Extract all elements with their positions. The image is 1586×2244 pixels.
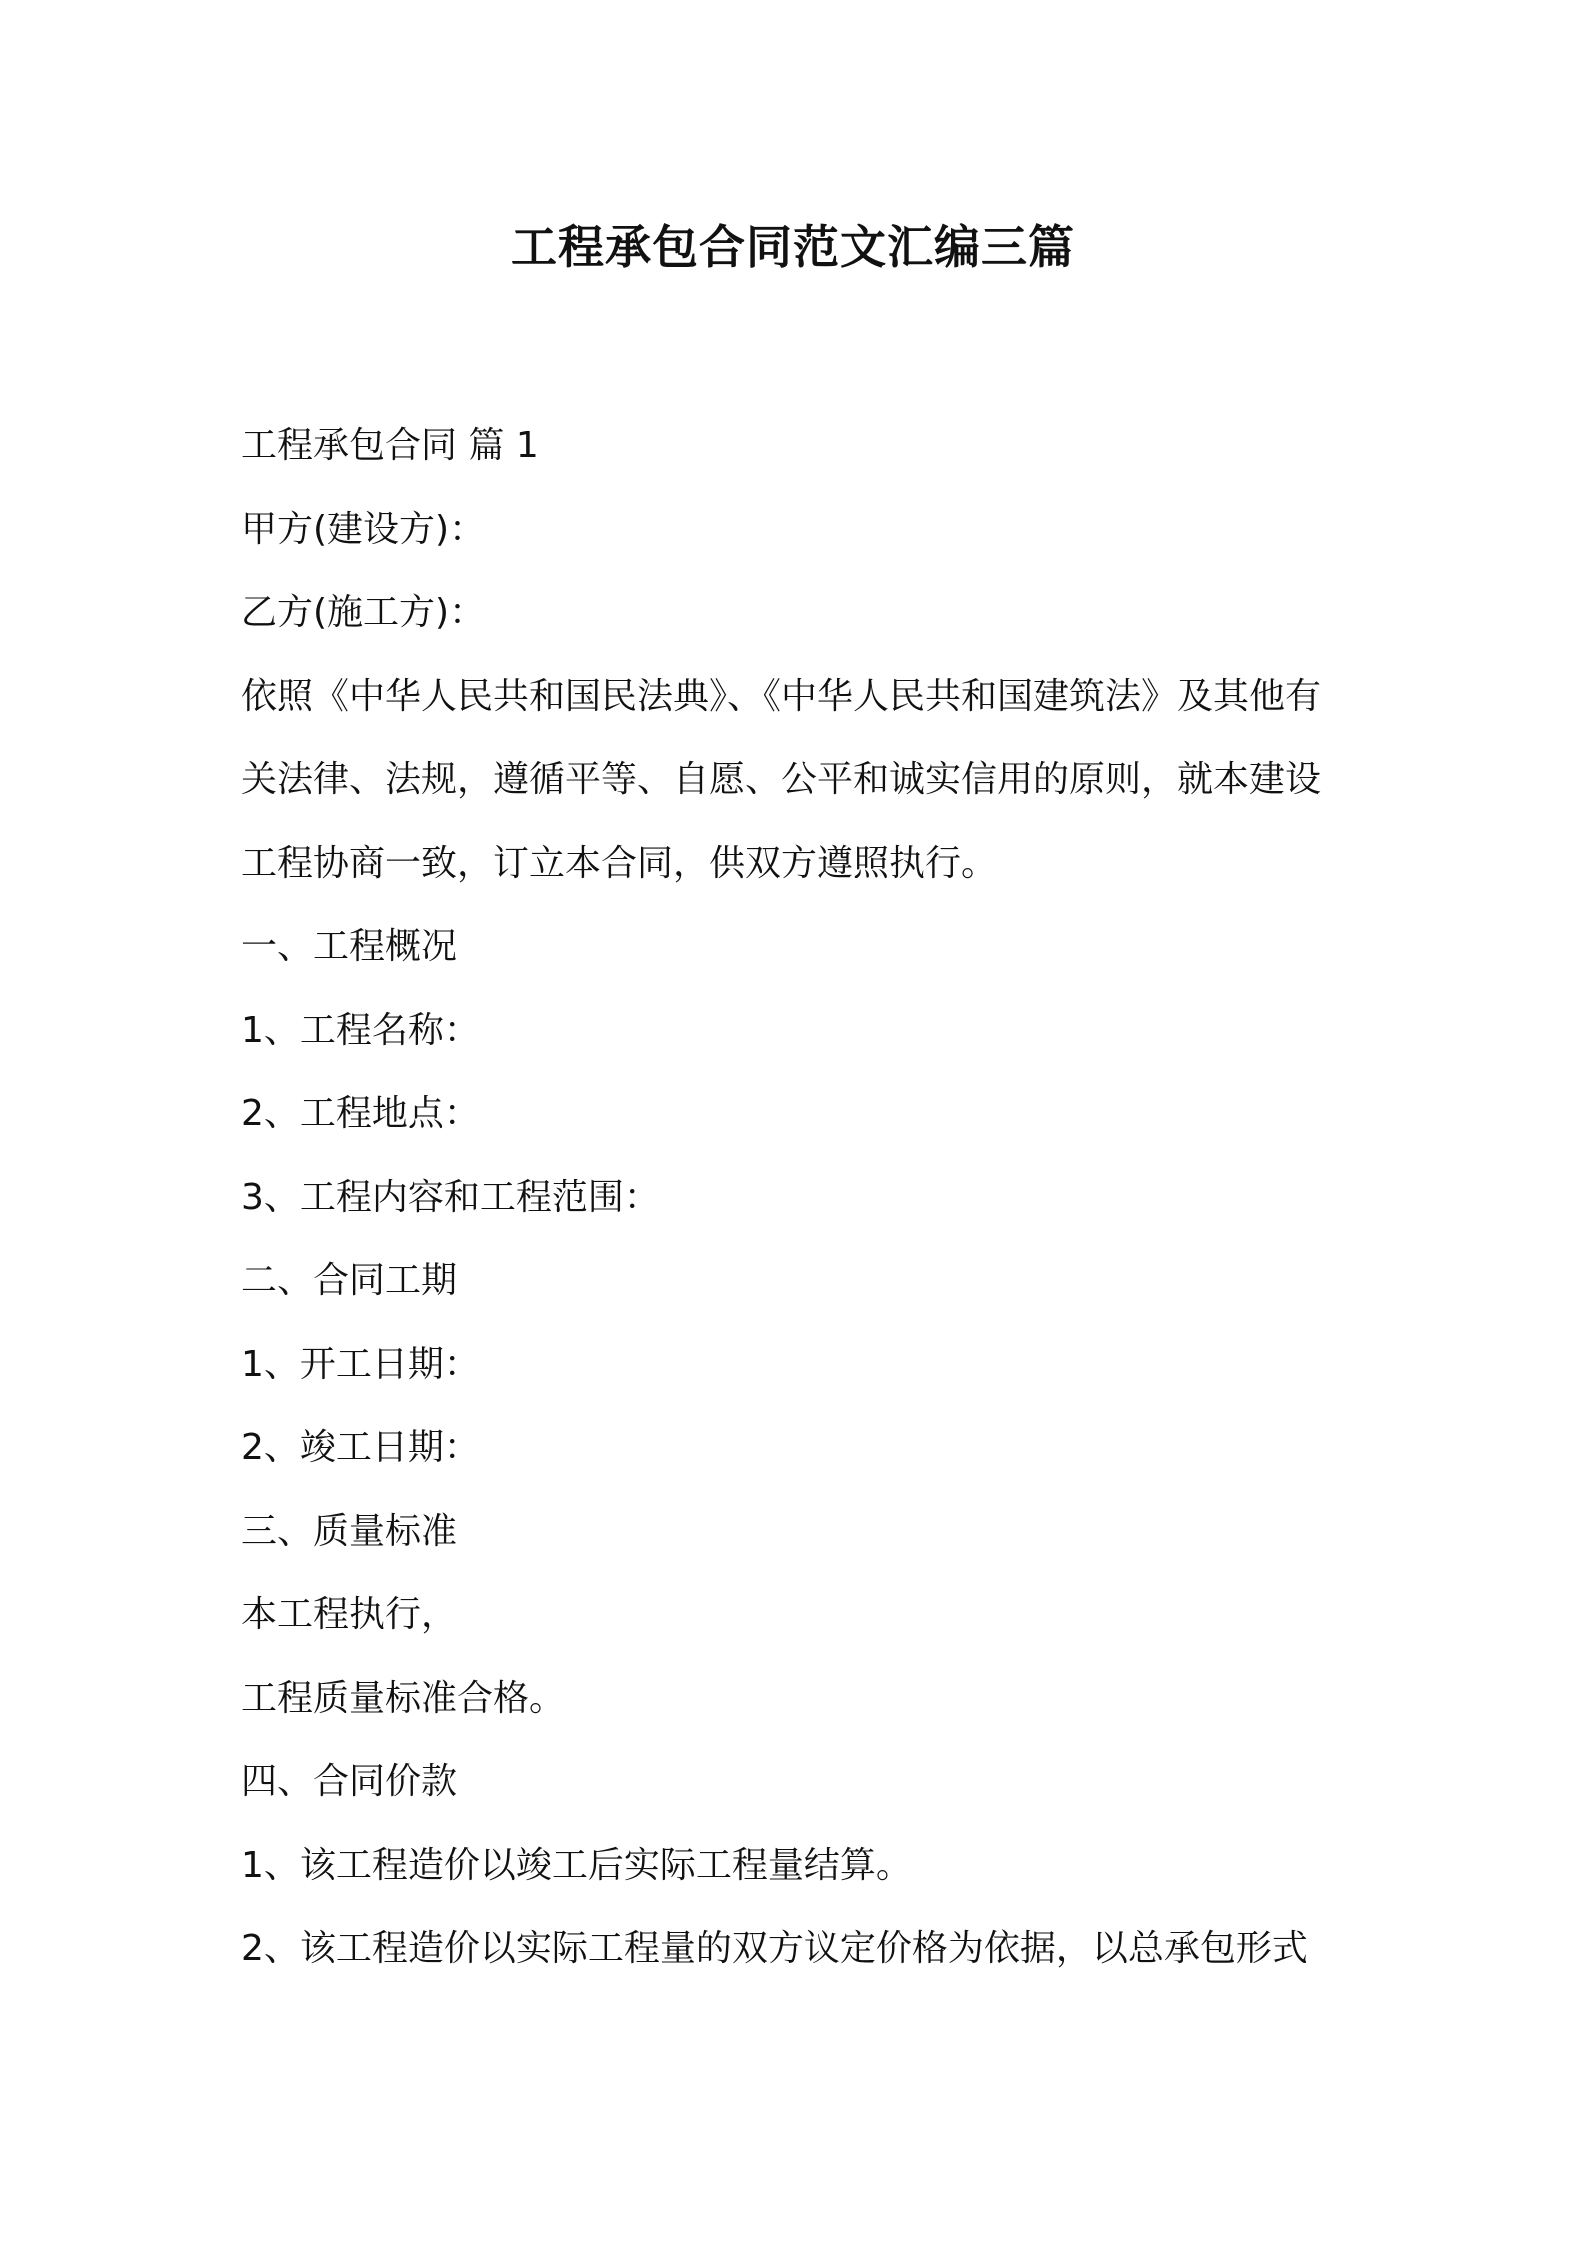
section-heading-overview: 一、工程概况	[241, 926, 458, 967]
clause-item: 3、工程内容和工程范围：	[241, 1176, 660, 1218]
document-title: 工程承包合同范文汇编三篇	[511, 220, 1075, 274]
clause-item: 1、工程名称：	[241, 1009, 480, 1051]
section-heading-part-1: 工程承包合同 篇 1	[241, 425, 539, 466]
party-b-line: 乙方(施工方)：	[241, 592, 486, 633]
clause-item: 2、工程地点：	[241, 1093, 480, 1134]
clause-item: 1、该工程造价以竣工后实际工程量结算。	[241, 1844, 912, 1886]
document-body	[241, 404, 1361, 1991]
preamble-line: 依照《中华人民共和国民法典》、《中华人民共和国建筑法》及其他有	[241, 675, 1322, 717]
preamble-line: 工程协商一致，订立本合同，供双方遵照执行。	[241, 842, 998, 884]
section-heading-quality: 三、质量标准	[241, 1510, 458, 1552]
clause-item: 2、该工程造价以实际工程量的双方议定价格为依据，以总承包形式	[241, 1928, 1308, 1969]
section-heading-price: 四、合同价款	[241, 1761, 458, 1802]
party-a-line: 甲方(建设方)：	[241, 508, 486, 550]
clause-item: 2、竣工日期：	[241, 1427, 480, 1468]
clause-text: 工程质量标准合格。	[241, 1677, 566, 1719]
section-heading-duration: 二、合同工期	[241, 1260, 458, 1301]
preamble-line: 关法律、法规，遵循平等、自愿、公平和诚实信用的原则，就本建设	[241, 759, 1322, 800]
clause-text: 本工程执行，	[241, 1594, 458, 1635]
clause-item: 1、开工日期：	[241, 1343, 480, 1385]
